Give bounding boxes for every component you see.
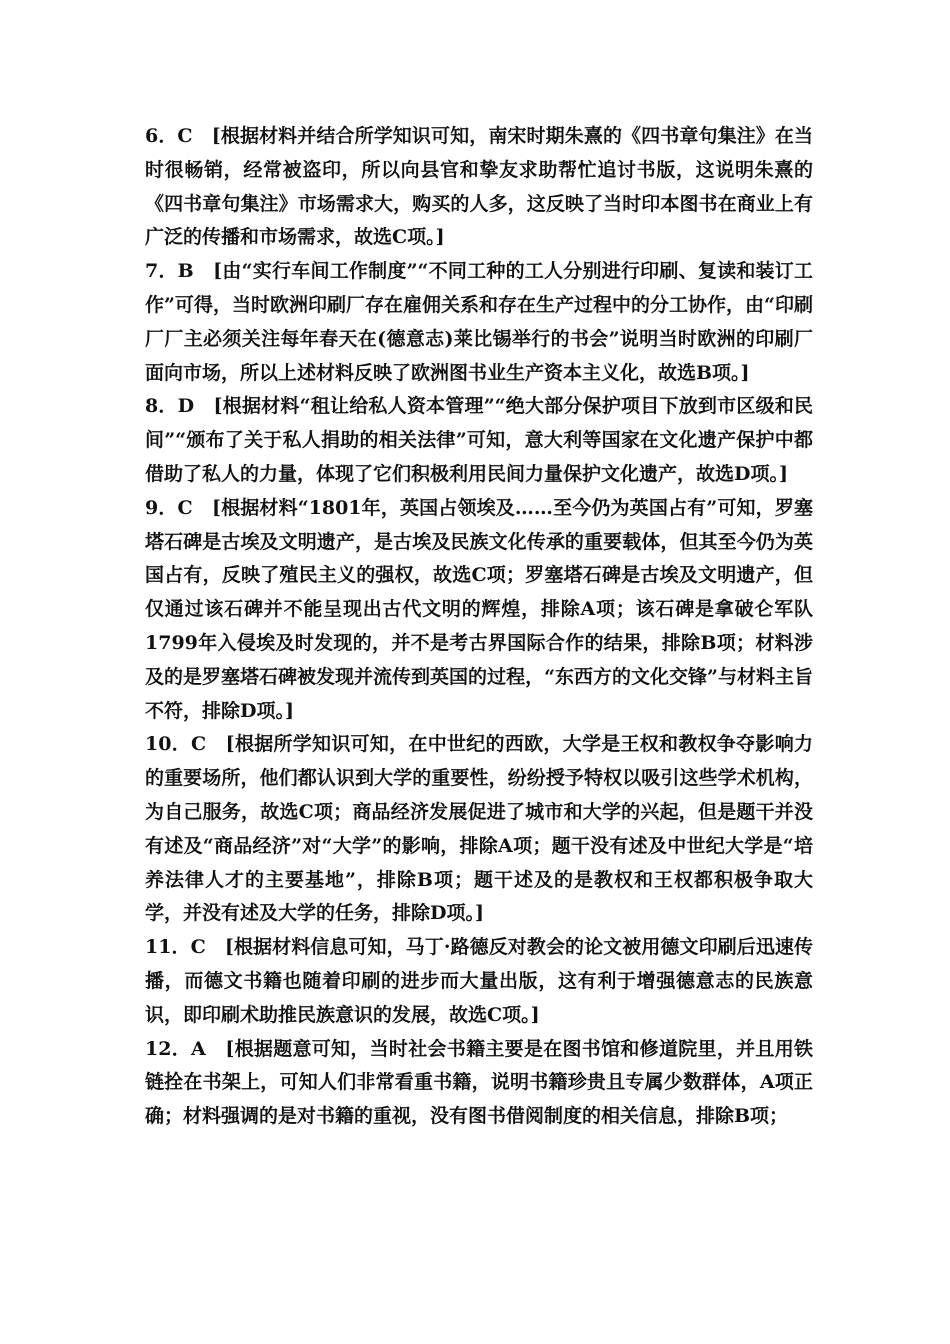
answer-document xyxy=(145,120,813,1134)
answer-9: 9．C [根据材料“1801年，英国占领埃及……至今仍为英国占有”可知，罗塞塔石碑是古埃及文明遗产，是古埃及民族文化传承的重要载体，但其至今仍为英国占有，反映了殖民主义的强权，故选C项；罗塞塔石碑是古埃及文明遗产，但仅通过该石碑并不能呈现出古代文明的辉煌，排除A项；该石碑是拿破仑军队1799年入侵埃及时发现的，并不是考古界国际合作的结果，排除B项；材料涉及的是罗塞塔石碑被发现并流传到英国的过程，“东西方的文化交锋”与材料主旨不符，排除D项。] xyxy=(145,496,813,722)
answer-8: 8．D [根据材料“租让给私人资本管理”“绝大部分保护项目下放到市区级和民间”“颁布了关于私人捐助的相关法律”可知，意大利等国家在文化遗产保护中都借助了私人的力量，体现了它们积极利用民间力量保护文化遗产，故选D项。] xyxy=(145,395,813,485)
answer-7: 7．B [由“实行车间工作制度”“不同工种的工人分别进行印刷、复读和装订工作”可得，当时欧洲印刷厂存在雇佣关系和存在生产过程中的分工协作，由“印刷厂厂主必须关注每年春天在(德意志)莱比锡举行的书会”说明当时欧洲的印刷厂面向市场，所以上述材料反映了欧洲图书业生产资本主义化，故选B项。] xyxy=(145,260,813,384)
answer-10: 10．C [根据所学知识可知，在中世纪的西欧，大学是王权和教权争夺影响力的重要场所，他们都认识到大学的重要性，纷纷授予特权以吸引这些学术机构，为自己服务，故选C项；商品经济发展促进了城市和大学的兴起，但是题干并没有述及“商品经济”对“大学”的影响，排除A项；题干没有述及中世纪大学是“培养法律人才的主要基地”，排除B项；题干述及的是教权和王权都积极争取大学，并没有述及大学的任务，排除D项。] xyxy=(145,733,813,925)
answer-11: 11．C [根据材料信息可知，马丁·路德反对教会的论文被用德文印刷后迅速传播，而德文书籍也随着印刷的进步而大量出版，这有利于增强德意志的民族意识，即印刷术助推民族意识的发展，故选C项。] xyxy=(145,936,813,1026)
answer-12: 12．A [根据题意可知，当时社会书籍主要是在图书馆和修道院里，并且用铁链拴在书架上，可知人们非常看重书籍，说明书籍珍贵且专属少数群体，A项正确；材料强调的是对书籍的重视，没有图书借阅制度的相关信息，排除B项； xyxy=(145,1037,813,1128)
answer-6: 6．C [根据材料并结合所学知识可知，南宋时期朱熹的《四书章句集注》在当时很畅销，经常被盗印，所以向县官和挚友求助帮忙追讨书版，这说明朱熹的《四书章句集注》市场需求大，购买的人多，这反映了当时印本图书在商业上有广泛的传播和市场需求，故选C项。] xyxy=(145,125,813,249)
